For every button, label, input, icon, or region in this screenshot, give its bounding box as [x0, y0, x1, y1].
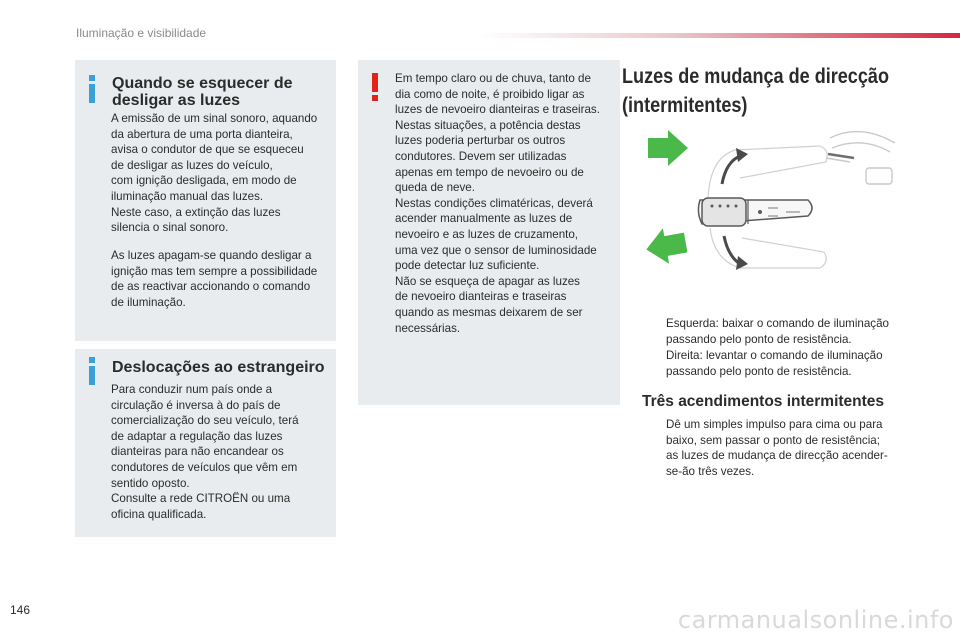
lights-off-paragraph-2: As luzes apagam-se quando desligar a ignição mas tem sempre a possibilidade de as reactivar accionando o comando de iluminação.: [111, 249, 318, 309]
fog-lights-paragraph: Em tempo claro ou de chuva, tanto de dia como de noite, é proibido ligar as luzes de nevoeiro dianteiras e traseiras. Nestas situações, a potência destas luzes poderia perturbar os outros condutores. Devem ser utilizadas apenas em tempo de nevoeiro ou de queda de neve. Nestas condições climatéricas, deverá acender manualmente as luzes de nevoeiro e as luzes de cruzamento, uma vez que o sensor de luminosidade pode detectar luz suficiente. Não se esqueça de apagar as luzes de nevoeiro dianteiras e traseiras quando as mesmas deixarem de ser necessárias.: [395, 72, 600, 335]
box-title-abroad: Deslocações ao estrangeiro: [112, 359, 325, 376]
green-arrow-icon: [643, 225, 689, 267]
steering-wheel-sketch: [826, 132, 895, 184]
info-box-abroad: [75, 349, 336, 537]
list-item: [642, 417, 912, 479]
list-item-text: Dê um simples impulso para cima ou para baixo, sem passar o ponto de resistência; as luzes de mudança de direcção acender- se-ão três vezes.: [666, 418, 888, 478]
list-item-text: Esquerda: baixar o comando de iluminação passando pelo ponto de resistência.: [666, 317, 889, 346]
list-item-text: Direita: levantar o comando de iluminação passando pelo ponto de resistência.: [666, 349, 883, 378]
header-accent-bar: [480, 33, 960, 38]
box-title-lights-off: Quando se esquecer de desligar as luzes: [112, 75, 293, 109]
page-number: 146: [10, 603, 31, 617]
lighting-stalk-illustration: [698, 198, 812, 226]
watermark: carmanualsonline.info: [677, 606, 954, 634]
green-arrow-icon: [648, 130, 688, 166]
list-item: [642, 316, 912, 347]
lights-off-paragraph-1: A emissão de um sinal sonoro, aquando da abertura de uma porta dianteira, avisa o condutor de que se esqueceu de desligar as luzes do veículo, com ignição desligada, em modo de iluminação manual das luzes. Neste caso, a extinção das luzes silencia o sinal sonoro.: [111, 112, 318, 235]
info-icon: [89, 357, 95, 385]
section-header-title: Iluminação e visibilidade: [76, 26, 207, 40]
info-icon: [89, 75, 95, 103]
three-flashes-subtitle: Três acendimentos intermitentes: [642, 393, 885, 410]
turn-signal-list: [642, 316, 912, 380]
up-motion-arrow: [722, 156, 740, 184]
warning-box-fog-lights: [358, 60, 620, 405]
lighting-stalk-figure: [640, 128, 900, 288]
three-flashes-list: [642, 417, 912, 480]
list-item: [642, 348, 912, 379]
turn-signals-title: Luzes de mudança de direcção (intermitentes): [622, 65, 889, 117]
info-box-lights-off: [75, 60, 336, 341]
abroad-paragraph: Para conduzir num país onde a circulação é inversa à do país de comercialização do seu veículo, terá de adaptar a regulação das luzes dianteiras para não encandear os condutores de veículos que vêm em sentido oposto. Consulte a rede CITROËN ou uma oficina qualificada.: [111, 383, 299, 521]
warning-icon: [372, 73, 378, 101]
